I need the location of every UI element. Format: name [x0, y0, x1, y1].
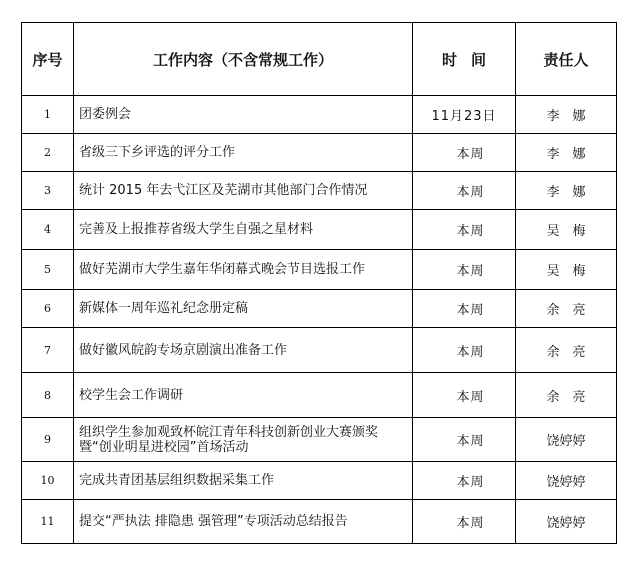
row-owner: 饶婷婷 [516, 462, 617, 500]
row-time: 本周 [413, 290, 516, 328]
row-number: 10 [22, 462, 74, 500]
row-content: 完成共青团基层组织数据采集工作 [74, 462, 413, 500]
row-content: 新媒体一周年巡礼纪念册定稿 [74, 290, 413, 328]
row-time: 本周 [413, 500, 516, 544]
row-time: 本周 [413, 462, 516, 500]
row-number: 3 [22, 172, 74, 210]
row-number: 6 [22, 290, 74, 328]
row-owner: 余亮 [516, 328, 617, 373]
table-row [22, 250, 617, 290]
header-content: 工作内容（不含常规工作） [74, 23, 413, 96]
row-number: 11 [22, 500, 74, 544]
row-time: 11月23日 [413, 96, 516, 134]
row-time: 本周 [413, 250, 516, 290]
row-owner: 饶婷婷 [516, 500, 617, 544]
table-row [22, 96, 617, 134]
row-content: 做好芜湖市大学生嘉年华闭幕式晚会节目选报工作 [74, 250, 413, 290]
row-number: 2 [22, 134, 74, 172]
row-content: 团委例会 [74, 96, 413, 134]
row-time: 本周 [413, 373, 516, 418]
row-owner: 余亮 [516, 373, 617, 418]
row-time: 本周 [413, 210, 516, 250]
row-content: 提交“严执法 排隐患 强管理”专项活动总结报告 [74, 500, 413, 544]
row-time: 本周 [413, 172, 516, 210]
table-row [22, 373, 617, 418]
row-number: 8 [22, 373, 74, 418]
table-row [22, 134, 617, 172]
row-owner: 李娜 [516, 172, 617, 210]
table-row [22, 210, 617, 250]
table-row [22, 462, 617, 500]
row-number: 7 [22, 328, 74, 373]
row-number: 5 [22, 250, 74, 290]
table-row [22, 418, 617, 462]
header-row [22, 23, 617, 96]
row-content: 省级三下乡评选的评分工作 [74, 134, 413, 172]
table-row [22, 172, 617, 210]
row-number: 4 [22, 210, 74, 250]
table-row [22, 500, 617, 544]
row-owner: 吴梅 [516, 250, 617, 290]
header-no: 序号 [22, 23, 74, 96]
row-time: 本周 [413, 418, 516, 462]
row-time: 本周 [413, 134, 516, 172]
row-owner: 李娜 [516, 134, 617, 172]
row-number: 9 [22, 418, 74, 462]
row-content: 校学生会工作调研 [74, 373, 413, 418]
header-time: 时间 [413, 23, 516, 96]
row-content: 完善及上报推荐省级大学生自强之星材料 [74, 210, 413, 250]
row-number: 1 [22, 96, 74, 134]
row-content: 做好徽风皖韵专场京剧演出准备工作 [74, 328, 413, 373]
row-owner: 吴梅 [516, 210, 617, 250]
row-owner: 余亮 [516, 290, 617, 328]
row-content: 统计 2015 年去弋江区及芜湖市其他部门合作情况 [74, 172, 413, 210]
table-row [22, 328, 617, 373]
work-plan-table [21, 22, 617, 544]
table-row [22, 290, 617, 328]
row-time: 本周 [413, 328, 516, 373]
header-owner: 责任人 [516, 23, 617, 96]
row-owner: 李娜 [516, 96, 617, 134]
row-content: 组织学生参加观致杯皖江青年科技创新创业大赛颁奖暨“创业明星进校园”首场活动 [74, 418, 413, 462]
row-owner: 饶婷婷 [516, 418, 617, 462]
